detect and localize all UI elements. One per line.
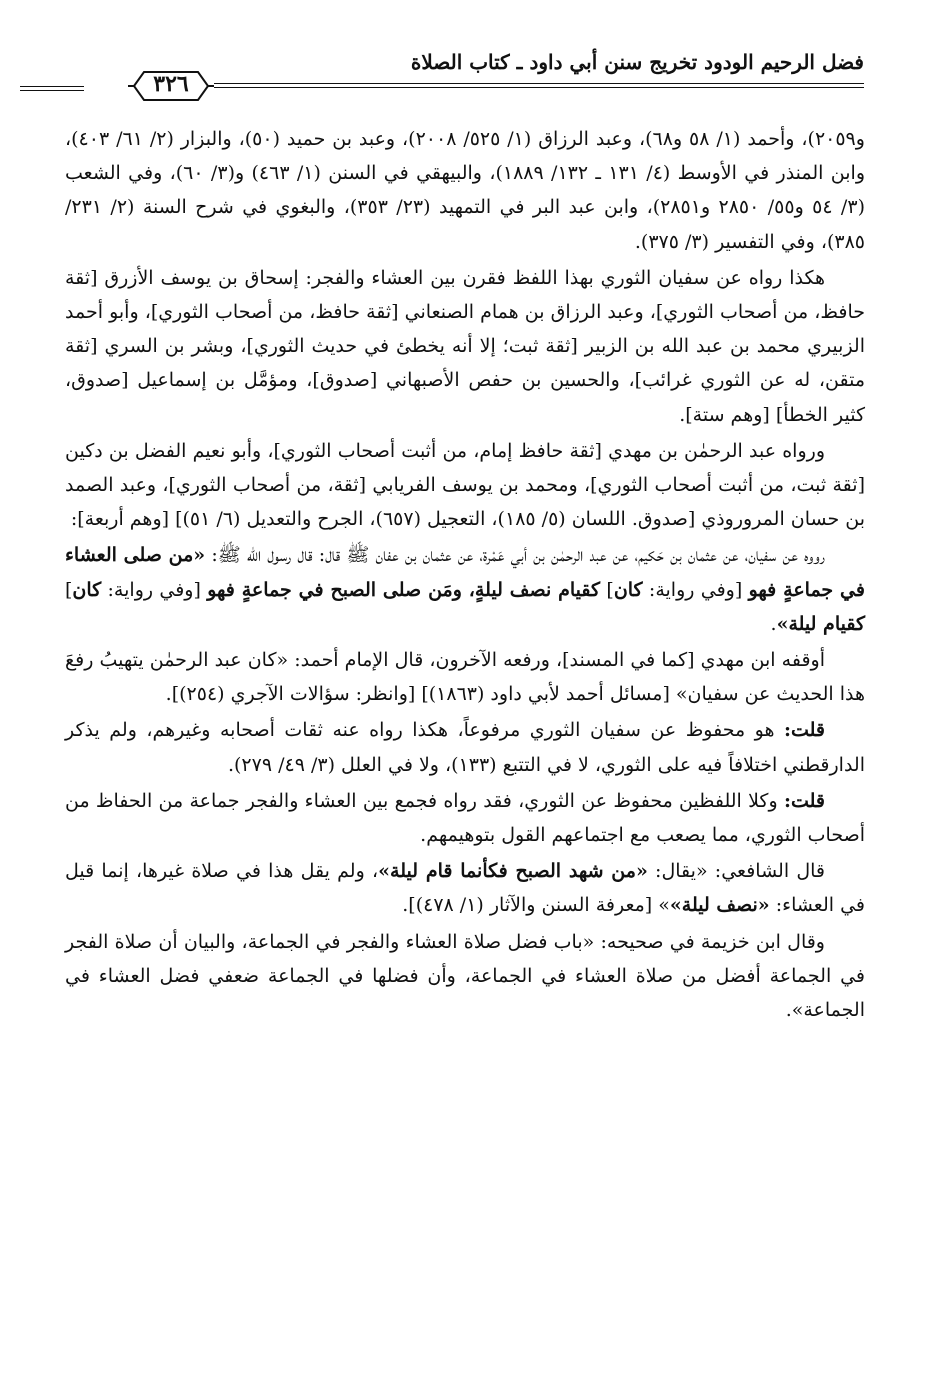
text-segment: ] [600,578,614,601]
bold-text-segment: كقيام نصف ليلةٍ، ومَن صلى الصبح في جماعةٍ فهو [207,578,601,601]
header-rule-top [214,83,864,84]
paragraph [65,538,865,641]
running-title: فضل الرحيم الودود تخريج سنن أبي داود ـ كتاب الصلاة [410,50,864,74]
text-segment: ، ولم يقل هذا في صلاة غيرها، إنما قيل في العشاء: [65,860,865,917]
text-segment: قال الشافعي: «يقال: [647,860,826,883]
text-segment: وكلا اللفظين محفوظ عن الثوري، فقد رواه فجمع بين العشاء والفجر جماعة من الحفاظ من أصحاب الثوري، مما يصعب مع اجتماعهم القول بتوهيمهم. [65,789,865,847]
paragraph [65,784,865,852]
paragraph [65,643,865,711]
text-segment: [وفي رواية: [642,578,749,601]
page-header [68,50,864,97]
paragraph [65,713,865,781]
header-rule-left-bottom [20,90,84,91]
text-segment: أوقفه ابن مهدي [كما في المسند]، ورفعه الآخرون، قال الإمام أحمد: «كان عبد الرحمٰن يتهيبُ رفعَ هذا الحديث عن سفيان» [مسائل أحمد لأبي داود (١٨٦٣)] [وانظر: سؤالات الآجري (٢٥٤)]. [65,649,865,706]
text-segment: وقال ابن خزيمة في صحيحه: «باب فضل صلاة العشاء والفجر في الجماعة، والبيان أن صلاة الفجر في الجماعة أفضل من صلاة العشاء في الجماعة، وأن فضلها في الجماعة ضعفي فضل العشاء في الجماعة». [65,930,865,1022]
bold-text-segment: كقيام ليلة» [776,612,865,635]
page-body [65,122,865,1029]
bold-text-segment: «من شهد الصبح فكأنما قام ليلة» [378,860,648,883]
text-segment: رووه عن سفيان، عن عثمان بن حَكيم، عن عبد الرحمٰن بن أبي عَمْرة، عن عثمان بن عفان ﷺ قال: قال رسول الله ﷺ: [205,544,825,567]
paragraph [65,925,865,1028]
paragraph [65,434,865,537]
text-segment: [وفي رواية: [101,578,208,601]
paragraph [65,854,865,922]
paragraph [65,261,865,432]
text-segment: ورواه عبد الرحمٰن بن مهدي [ثقة حافظ إمام، من أثبت أصحاب الثوري]، وأبو نعيم الفضل بن دكين [ثقة ثبت، من أثبت أصحاب الثوري]، ومحمد بن يوسف الفريابي [ثقة، من أصحاب الثوري]، وعبد الصمد بن حسان المروروذي [صدوق. اللسان (٥/ ١٨٥)، التعجيل (٦٥٧)، الجرح والتعديل (٦/ ٥١)] [وهم أربعة]: [65,439,865,531]
bold-text-segment: «نصف ليلة» [669,894,770,917]
text-segment: هكذا رواه عن سفيان الثوري بهذا اللفظ فقرن بين العشاء والفجر: إسحاق بن يوسف الأزرق [ثقة حافظ، من أصحاب الثوري]، وعبد الرزاق بن همام الصنعاني [ثقة حافظ، من أصحاب الثوري]، وأبو أحمد الزبيري محمد بن عبد الله بن الزبير [ثقة ثبت؛ إلا أنه يخطئ في حديث الثوري]، وبشر بن السري [ثقة متقن، له عن الثوري غرائب]، والحسين بن حفص الأصبهاني [صدوق]، ومؤمَّل بن إسماعيل [صدوق، كثير الخطأ] [وهم ستة]. [65,266,865,426]
header-rule-left-top [20,86,84,87]
bold-text-segment: قلت: [783,719,825,742]
text-segment: ] [65,578,73,601]
text-segment: . [770,612,777,635]
page-number: ٣٢٦ [153,71,189,97]
text-segment: هو محفوظ عن سفيان الثوري مرفوعاً، هكذا رواه عنه ثقات أصحابه وغيرهم، ولم يذكر الدارقطني اختلافاً فيه على الثوري، لا في التتبع (١٣٣)، ولا في العلل (٣/ ٤٩/ ٢٧٩). [65,719,865,776]
bold-text-segment: قلت: [783,789,825,812]
header-rule-bottom [214,87,864,88]
text-segment: و٢٠٥٩)، وأحمد (١/ ٥٨ و٦٨)، وعبد الرزاق (١/ ٥٢٥/ ٢٠٠٨)، وعبد بن حميد (٥٠)، والبزار (٢/ ٦١/ ٤٠٣)، وابن المنذر في الأوسط (٤/ ١٣١ ـ ١٣٢/ ١٨٨٩)، والبيهقي في السنن (١/ ٤٦٣) و(٣/ ٦٠)، وفي الشعب (٣/ ٥٤ و٥٥/ ٢٨٥٠ و٢٨٥١)، وابن عبد البر في التمهيد (٢٣/ ٣٥٣)، والبغوي في شرح السنة (٢/ ٢٣١/ ٣٨٥)، وفي التفسير (٣/ ٣٧٥). [65,128,865,253]
page-number-frame [128,68,214,104]
bold-text-segment: «من صلى العشاء في جماعةٍ فهو [65,544,865,601]
bold-text-segment: كان [72,578,102,601]
text-segment: » [معرفة السنن والآثار (١/ ٤٧٨)]. [402,894,670,917]
paragraph [65,122,865,259]
bold-text-segment: كان [613,578,643,601]
